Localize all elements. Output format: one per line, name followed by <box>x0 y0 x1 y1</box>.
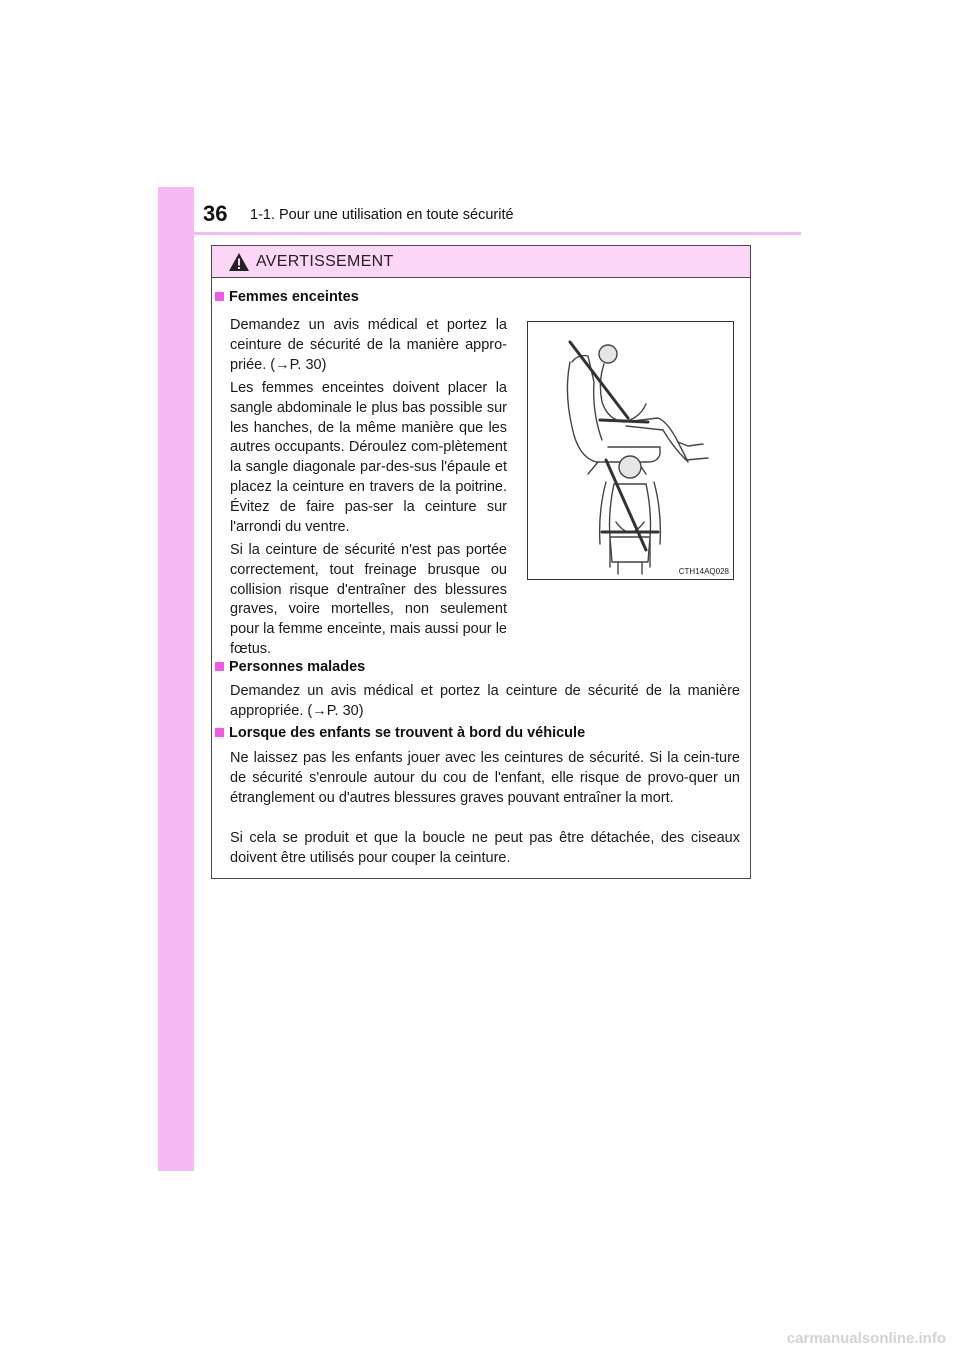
paragraph: Ne laissez pas les enfants jouer avec les ceintures de sécurité. Si la cein-ture de sécurité s'enroule autour du cou de l'enfant, elle risque de provo-quer un étranglement ou d'autres blessures graves pouvant entraîner la mort. <box>230 750 740 806</box>
figure-code: CTH14AQ028 <box>678 567 729 576</box>
paragraph: Si la ceinture de sécurité n'est pas portée correctement, tout freinage brusque ou collision risque d'entraîner des blessures graves, voire mortelles, non seulement pour la femme enceinte, mais aussi pour le fœtus. <box>230 542 507 657</box>
warning-box <box>211 245 751 879</box>
warning-title: AVERTISSEMENT <box>256 252 394 270</box>
paragraph: Demandez un avis médical et portez la ceinture de sécurité de la manière appropriée. (→P. 30) <box>230 683 740 719</box>
section-title-sick: Personnes malades <box>215 659 365 675</box>
seatbelt-illustration <box>527 321 734 580</box>
bullet-square-icon <box>215 292 224 301</box>
paragraph: Si cela se produit et que la boucle ne peut pas être détachée, des ciseaux doivent être utilisés pour couper la ceinture. <box>230 830 740 866</box>
side-tab-band <box>158 187 194 1171</box>
warning-triangle-icon <box>228 252 250 272</box>
bullet-square-icon <box>215 728 224 737</box>
paragraph: Demandez un avis médical et portez la ceinture de sécurité de la manière appro-priée. (→P. 30) <box>230 317 507 373</box>
pregnant-seated-illustration <box>528 322 733 579</box>
header-divider <box>158 232 801 235</box>
section-title-children: Lorsque des enfants se trouvent à bord du véhicule <box>215 725 585 741</box>
section-title-pregnant: Femmes enceintes <box>215 289 359 305</box>
warning-header <box>212 246 750 278</box>
page-number: 36 <box>203 201 228 226</box>
chapter-title: 1-1. Pour une utilisation en toute sécurité <box>250 207 514 223</box>
paragraph: Les femmes enceintes doivent placer la sangle abdominale le plus bas possible sur les hanches, de la même manière que les autres occupants. Déroulez com-plètement la sangle diagonale par-des-sus l'épaule et placez la ceinture en travers de la poitrine. Évitez de faire pas-ser la ceinture sur l'arrondi du ventre. <box>230 380 507 535</box>
watermark: carmanualsonline.info <box>786 1330 946 1347</box>
bullet-square-icon <box>215 662 224 671</box>
